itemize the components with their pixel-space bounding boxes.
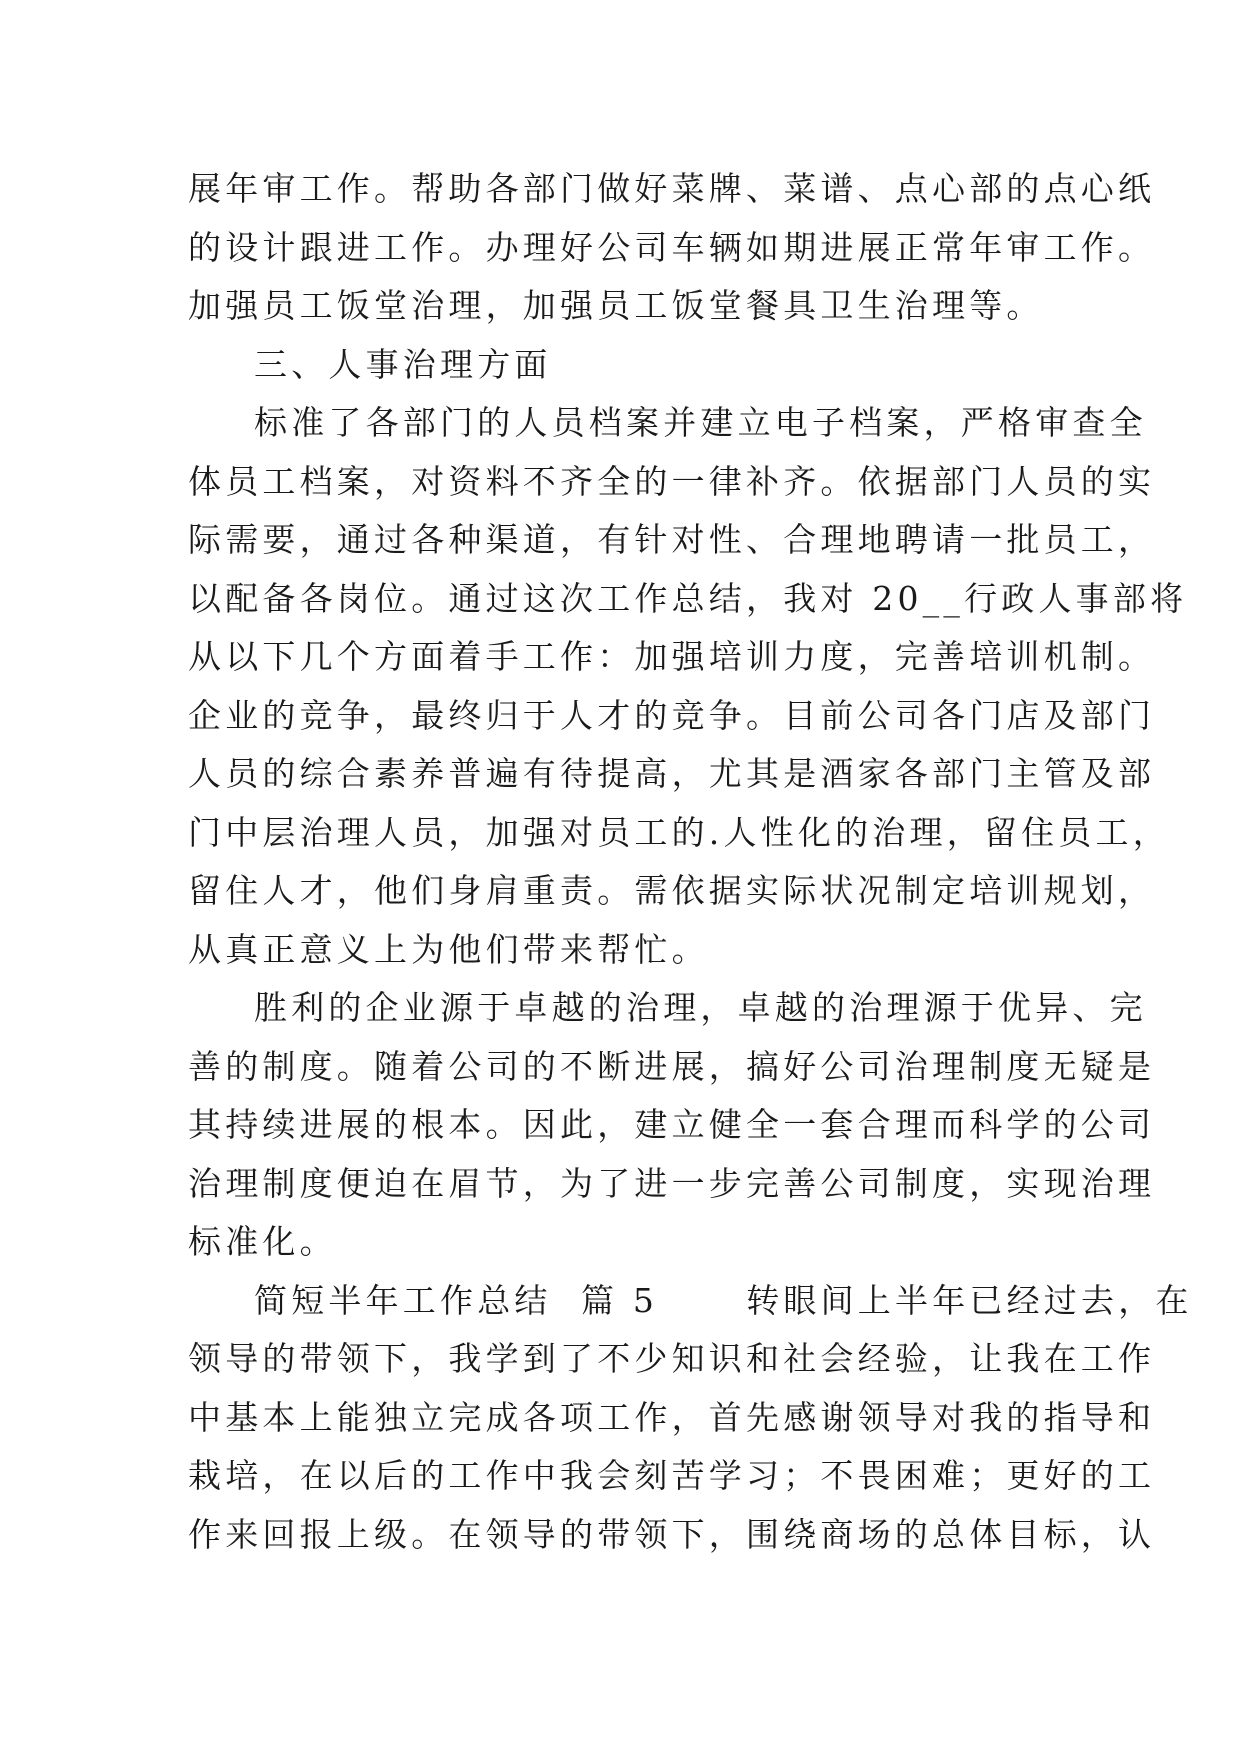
text-line: 企业的竞争，最终归于人才的竞争。目前公司各门店及部门 <box>188 695 1156 735</box>
text-line: 治理制度便迫在眉节，为了进一步完善公司制度，实现治理 <box>188 1163 1156 1203</box>
text-line: 作来回报上级。在领导的带领下，围绕商场的总体目标，认 <box>188 1514 1156 1554</box>
text-line: 际需要，通过各种渠道，有针对性、合理地聘请一批员工， <box>188 520 1156 559</box>
text-line: 中基本上能独立完成各项工作，首先感谢领导对我的指导和 <box>188 1397 1156 1437</box>
text-line: 其持续进展的根本。因此，建立健全一套合理而科学的公司 <box>188 1105 1156 1144</box>
text-line: 栽培，在以后的工作中我会刻苦学习；不畏困难；更好的工 <box>188 1456 1156 1495</box>
text-line: 标准化。 <box>188 1222 337 1261</box>
text-line: 留住人才，他们身肩重责。需依据实际状况制定培训规划， <box>188 871 1156 910</box>
section-heading-line: 简短半年工作总结 篇 5 转眼间上半年已经过去，在 <box>254 1280 1193 1320</box>
section-heading: 三、人事治理方面 <box>254 344 552 384</box>
document-body <box>188 160 1193 1564</box>
text-line: 从真正意义上为他们带来帮忙。 <box>188 929 709 969</box>
text-line: 善的制度。随着公司的不断进展，搞好公司治理制度无疑是 <box>188 1046 1156 1086</box>
text-line: 门中层治理人员，加强对员工的.人性化的治理，留住员工， <box>188 812 1170 852</box>
text-line: 人员的综合素养普遍有待提高，尤其是酒家各部门主管及部 <box>188 754 1156 793</box>
text-line: 以配备各岗位。通过这次工作总结，我对 20__行政人事部将 <box>188 578 1188 618</box>
text-line: 展年审工作。帮助各部门做好菜牌、菜谱、点心部的点心纸 <box>188 169 1156 208</box>
text-line: 加强员工饭堂治理，加强员工饭堂餐具卫生治理等。 <box>188 286 1044 325</box>
text-line: 体员工档案，对资料不齐全的一律补齐。依据部门人员的实 <box>188 461 1156 501</box>
text-line: 标准了各部门的人员档案并建立电子档案，严格审查全 <box>254 403 1147 442</box>
text-line: 胜利的企业源于卓越的治理，卓越的治理源于优异、完 <box>254 988 1147 1027</box>
text-line: 的设计跟进工作。办理好公司车辆如期进展正常年审工作。 <box>188 227 1156 267</box>
text-line: 领导的带领下，我学到了不少知识和社会经验，让我在工作 <box>188 1339 1156 1378</box>
text-line: 从以下几个方面着手工作：加强培训力度，完善培训机制。 <box>188 637 1156 676</box>
